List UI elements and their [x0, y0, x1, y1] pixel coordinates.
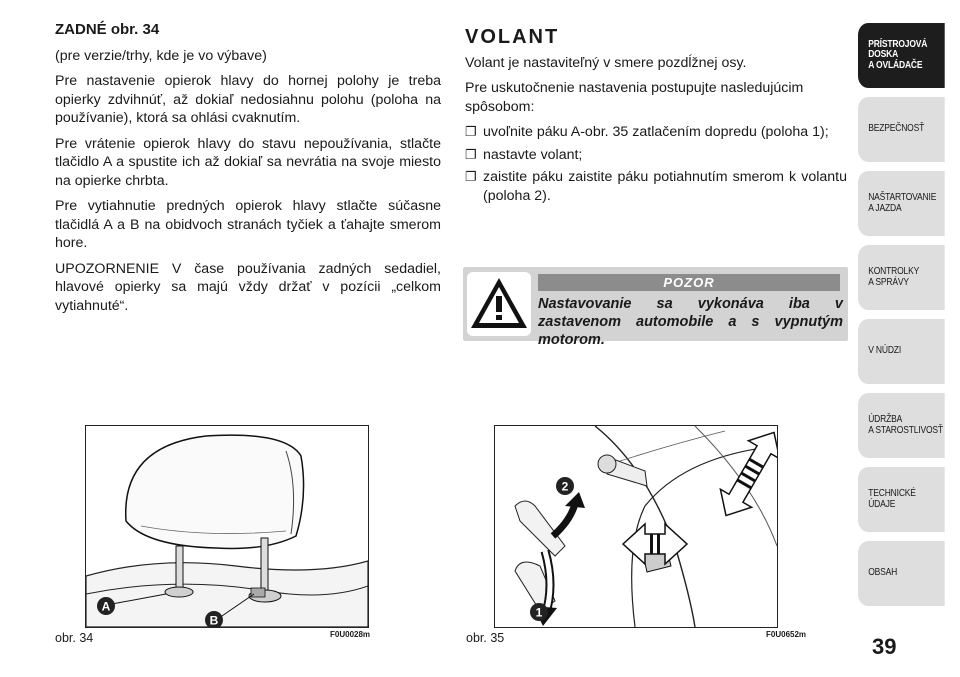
figure-headrest: [85, 425, 369, 628]
warning-box: [463, 267, 848, 348]
checkbox-bullet-icon: ❐: [465, 124, 477, 139]
list-item-text: nastavte volant;: [483, 146, 583, 163]
tab-label: NAŠTARTOVANIE A JAZDA: [868, 192, 937, 214]
section-heading-rear: ZADNÉ obr. 34: [55, 21, 160, 38]
marker-a: [97, 597, 115, 615]
tab-udrzba[interactable]: [858, 393, 945, 458]
tab-technicke-udaje[interactable]: [858, 467, 945, 532]
figure-caption: obr. 35: [466, 631, 505, 645]
figure-steering-lever: [494, 425, 778, 628]
tab-label: V NÚDZI: [868, 345, 902, 357]
tab-pristrojova-doska[interactable]: [858, 23, 945, 88]
list-item: [465, 123, 847, 142]
page-number: 39: [872, 634, 897, 659]
figure-code: F0U0028m: [330, 630, 371, 639]
tab-label: ÚDRŽBA A STAROSTLIVOSŤ: [868, 414, 943, 436]
list-item: [465, 168, 847, 205]
tab-label: OBSAH: [868, 567, 898, 579]
figure-caption: obr. 34: [55, 631, 94, 645]
section-title-volant: VOLANT: [465, 26, 560, 48]
tab-v-nudzi[interactable]: [858, 319, 945, 384]
right-column: [465, 28, 847, 209]
tab-label: PRÍSTROJOVÁ DOSKA A OVLÁDAČE: [868, 38, 928, 71]
svg-text:B: B: [209, 613, 219, 627]
checkbox-bullet-icon: ❐: [465, 146, 477, 162]
paragraph: Pre nastavenie opierok hlavy do hornej polohy je treba opierky zdvihnúť, až dokiaľ nedosiahnu polohu (poloha na používanie), ktorá sa ohlási cvaknutím.: [55, 73, 441, 126]
list-item: [465, 146, 847, 165]
section-subheading: (pre verzie/trhy, kde je vo výbave): [55, 47, 267, 64]
tab-label: BEZPEČNOSŤ: [868, 123, 925, 135]
warning-label: POZOR: [538, 274, 840, 291]
paragraph: Pre vytiahnutie predných opierok hlavy stlačte súčasne tlačidlá A a B na obidvoch stranách tyčiek a ťahajte smerom hore.: [55, 198, 441, 251]
paragraph: Volant je nastaviteľný v smere pozdĺžnej osy.: [465, 54, 747, 71]
checkbox-bullet-icon: ❐: [465, 169, 477, 184]
tab-nastartovanie[interactable]: [858, 171, 945, 236]
tab-label: TECHNICKÉ ÚDAJE: [868, 488, 916, 510]
marker-2: [556, 477, 574, 495]
marker-1: [530, 603, 548, 621]
list-item-text: zaistite páku zaistite páku potiahnutím smerom k volantu (poloha 2).: [483, 169, 847, 204]
tab-kontrolky[interactable]: [858, 245, 945, 310]
left-column: [55, 21, 441, 322]
tab-bezpecnost[interactable]: [858, 97, 945, 162]
warning-triangle-icon: [467, 272, 531, 336]
warning-text: Nastavovanie sa vykonáva iba v zastavenom automobile a s vypnutým motorom.: [538, 296, 843, 348]
figure-code: F0U0652m: [766, 630, 807, 639]
tab-label: KONTROLKY A SPRÁVY: [868, 266, 920, 288]
svg-text:A: A: [101, 599, 111, 614]
paragraph: Pre uskutočnenie nastavenia postupujte nasledujúcim spôsobom:: [465, 80, 804, 115]
paragraph: UPOZORNENIE V čase používania zadných sedadiel, hlavové opierky sa majú vždy držať v pozícii „celkom vytiahnuté“.: [55, 260, 441, 314]
list-item-text: uvoľnite páku A-obr. 35 zatlačením dopredu (poloha 1);: [483, 124, 829, 140]
tab-obsah[interactable]: [858, 541, 945, 606]
svg-text:1: 1: [535, 605, 543, 620]
paragraph: Pre vrátenie opierok hlavy do stavu nepoužívania, stlačte tlačidlo A a spustite ich až dokiaľ sa nevrátia na svoje miesto na opierke chrbta.: [55, 135, 441, 189]
svg-text:2: 2: [561, 479, 569, 494]
